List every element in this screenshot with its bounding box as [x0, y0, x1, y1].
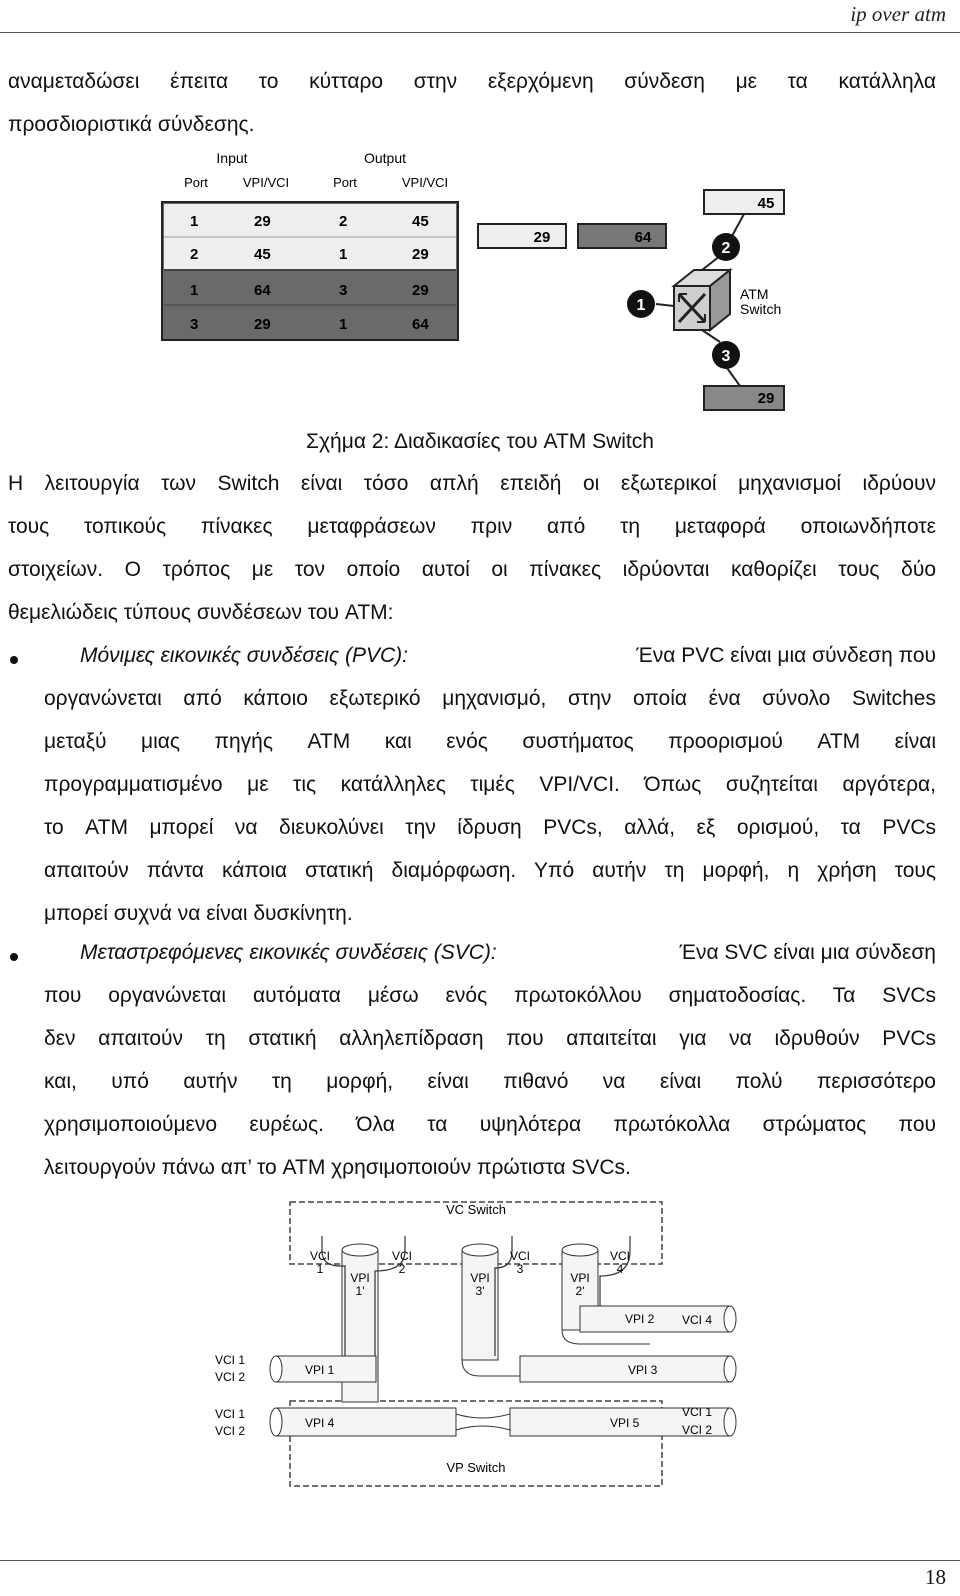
table-cell: 29	[254, 213, 271, 230]
vpi-pipe-2: VPI	[570, 1271, 590, 1285]
svg-text:2: 2	[398, 1262, 406, 1276]
figure-caption: Σχήμα 2: Διαδικασίες του ATM Switch	[306, 430, 654, 453]
svg-text:VPI 4: VPI 4	[305, 1416, 335, 1430]
bullet-svc	[10, 953, 18, 961]
table-cell: 1	[339, 316, 348, 333]
svg-text:2': 2'	[575, 1284, 585, 1298]
svc-line-6: λειτουργούν πάνω απ’ το ATM χρησιμοποιούν πρώτιστα SVCs.	[44, 1156, 631, 1179]
table-cell: 45	[254, 246, 271, 263]
svg-text:3: 3	[721, 348, 731, 365]
left-vci-4: VCI 2	[215, 1424, 246, 1438]
intro-line-1: αναμεταδώσει έπειτα το κύτταρο στην εξερχόμενη σύνδεση με τα κατάλληλα	[8, 70, 936, 93]
vci-top-3: VCI	[509, 1249, 531, 1263]
svg-text:1': 1'	[355, 1284, 365, 1298]
bullet-pvc	[10, 656, 18, 664]
vci-top-4: VCI	[609, 1249, 631, 1263]
pvc-line-3: μεταξύ μιας πηγής ATM και ενός συστήματος προορισμού ATM είναι	[44, 730, 936, 753]
svg-text:VPI 1: VPI 1	[305, 1363, 335, 1377]
pvc-line-7: μπορεί συχνά να είναι δυσκίνητη.	[44, 902, 353, 925]
vc-switch-label: VC Switch	[446, 1202, 506, 1217]
svg-text:VPI 3: VPI 3	[628, 1363, 658, 1377]
svg-text:2: 2	[721, 240, 731, 257]
pvc-line-1: Ένα PVC είναι μια σύνδεση που	[636, 644, 936, 667]
page-number: 18	[925, 1565, 946, 1589]
table-cell: 64	[412, 316, 429, 333]
table-cell: 29	[412, 282, 429, 299]
pipe-vpi-1-left	[270, 1356, 376, 1382]
vpi-pipe-3: VPI	[470, 1271, 490, 1285]
translation-table	[162, 202, 458, 340]
table-cell: 3	[190, 316, 199, 333]
vp-link	[456, 1414, 510, 1430]
table-cell: 1	[190, 213, 199, 230]
intro-line-2: προσδιοριστικά σύνδεσης.	[8, 113, 255, 136]
svg-text:64: 64	[634, 229, 652, 246]
table-cell: 29	[412, 246, 429, 263]
pvc-line-5: το ATM μπορεί να διευκολύνει την ίδρυση PVCs, αλλά, εξ ορισμού, τα PVCs	[44, 816, 936, 839]
para-line-4: θεμελιώδεις τύπους συνδέσεων του ATM:	[8, 601, 394, 624]
para-line-3: στοιχείων. Ο τρόπος με τον οποίο αυτοί οι πίνακες ιδρύονται καθορίζει τους δύο	[8, 558, 936, 581]
svg-text:29: 29	[533, 229, 551, 246]
pipe-vpi-4	[270, 1408, 456, 1436]
svg-text:VPI 2: VPI 2	[625, 1312, 655, 1326]
svc-line-1: Ένα SVC είναι μια σύνδεση	[679, 941, 936, 964]
svg-text:29: 29	[757, 390, 775, 407]
atm-switch-figure	[0, 146, 960, 426]
pvc-line-6: απαιτούν πάντα κάποια στατική διαμόρφωση. Υπό αυτήν τη μορφή, η χρήση τους	[44, 859, 936, 882]
table-group-output: Output	[363, 150, 407, 166]
table-cell: 1	[190, 282, 199, 299]
outgoing-cell-port-3	[704, 368, 784, 410]
footer-divider	[0, 1560, 960, 1561]
vci-top-2: VCI	[391, 1249, 413, 1263]
table-cell: 3	[339, 282, 348, 299]
svc-line-4: και, υπό αυτήν τη μορφή, είναι πιθανό να είναι πολύ περισσότερο	[44, 1070, 936, 1093]
incoming-cells	[478, 224, 666, 248]
svg-text:1: 1	[636, 297, 646, 314]
svg-text:4: 4	[616, 1262, 624, 1276]
right-vci-1: VCI 1	[682, 1405, 713, 1419]
vci-top-1: VCI	[309, 1249, 331, 1263]
para-line-2: τους τοπικούς πίνακες μεταφράσεων πριν από τη μεταφορά οποιωνδήποτε	[8, 515, 936, 538]
table-header-0: Port	[184, 175, 208, 190]
svg-text:3': 3'	[475, 1284, 485, 1298]
left-vci-1: VCI 1	[215, 1353, 246, 1367]
table-group-input: Input	[216, 150, 248, 166]
svg-text:3: 3	[516, 1262, 524, 1276]
table-cell: 29	[254, 316, 271, 333]
table-header-3: VPI/VCI	[401, 175, 449, 190]
table-header-1: VPI/VCI	[242, 175, 290, 190]
table-cell: 2	[190, 246, 199, 263]
left-vci-2: VCI 2	[215, 1370, 246, 1384]
header-title: ip over atm	[850, 2, 946, 26]
pvc-term: Μόνιμες εικονικές συνδέσεις (PVC):	[80, 644, 408, 667]
outgoing-cell-port-2	[704, 190, 784, 236]
pvc-line-4: προγραμματισμένο με τις κατάλληλες τιμές VPI/VCI. Όπως συζητείται αργότερα,	[44, 773, 936, 796]
vpi-pipe-1: VPI	[350, 1271, 370, 1285]
svc-term: Μεταστρεφόμενες εικονικές συνδέσεις (SVC):	[80, 941, 497, 964]
page-header	[0, 0, 960, 33]
svc-line-2: που οργανώνεται αυτόματα μέσω ενός πρωτοκόλλου σηματοδοσίας. Τα SVCs	[44, 984, 936, 1007]
switch-label-2: Switch	[740, 301, 782, 317]
pvc-line-2: οργανώνεται από κάποιο εξωτερικό μηχανισμό, στην οποία ένα σύνολο Switches	[44, 687, 936, 710]
svg-text:1: 1	[316, 1262, 324, 1276]
switch-label-1: ATM	[740, 286, 769, 302]
svc-line-3: δεν απαιτούν τη στατική αλληλεπίδραση που απαιτείται για να ιδρυθούν PVCs	[44, 1027, 936, 1050]
pipe-vpi-3-right	[520, 1356, 736, 1382]
table-cell: 64	[254, 282, 271, 299]
atm-switch-icon	[674, 270, 730, 330]
left-vci-3: VCI 1	[215, 1407, 246, 1421]
right-vci-2: VCI 2	[682, 1423, 713, 1437]
vc-vp-switch-figure	[0, 1196, 960, 1506]
table-cell: 2	[339, 213, 348, 230]
para-line-1: Η λειτουργία των Switch είναι τόσο απλή επειδή οι εξωτερικοί μηχανισμοί ιδρύουν	[8, 472, 936, 495]
table-cell: 1	[339, 246, 348, 263]
svg-text:45: 45	[757, 195, 775, 212]
pipe-vpi-2-right	[580, 1306, 736, 1332]
table-cell: 45	[412, 213, 429, 230]
table-header-2: Port	[333, 175, 357, 190]
svg-text:VPI 5: VPI 5	[610, 1416, 640, 1430]
right-vci-4: VCI 4	[682, 1313, 713, 1327]
vp-switch-label: VP Switch	[446, 1460, 506, 1475]
svc-line-5: χρησιμοποιούμενο ευρέως. Όλα τα υψηλότερα πρωτόκολλα στρώματος που	[44, 1113, 936, 1136]
